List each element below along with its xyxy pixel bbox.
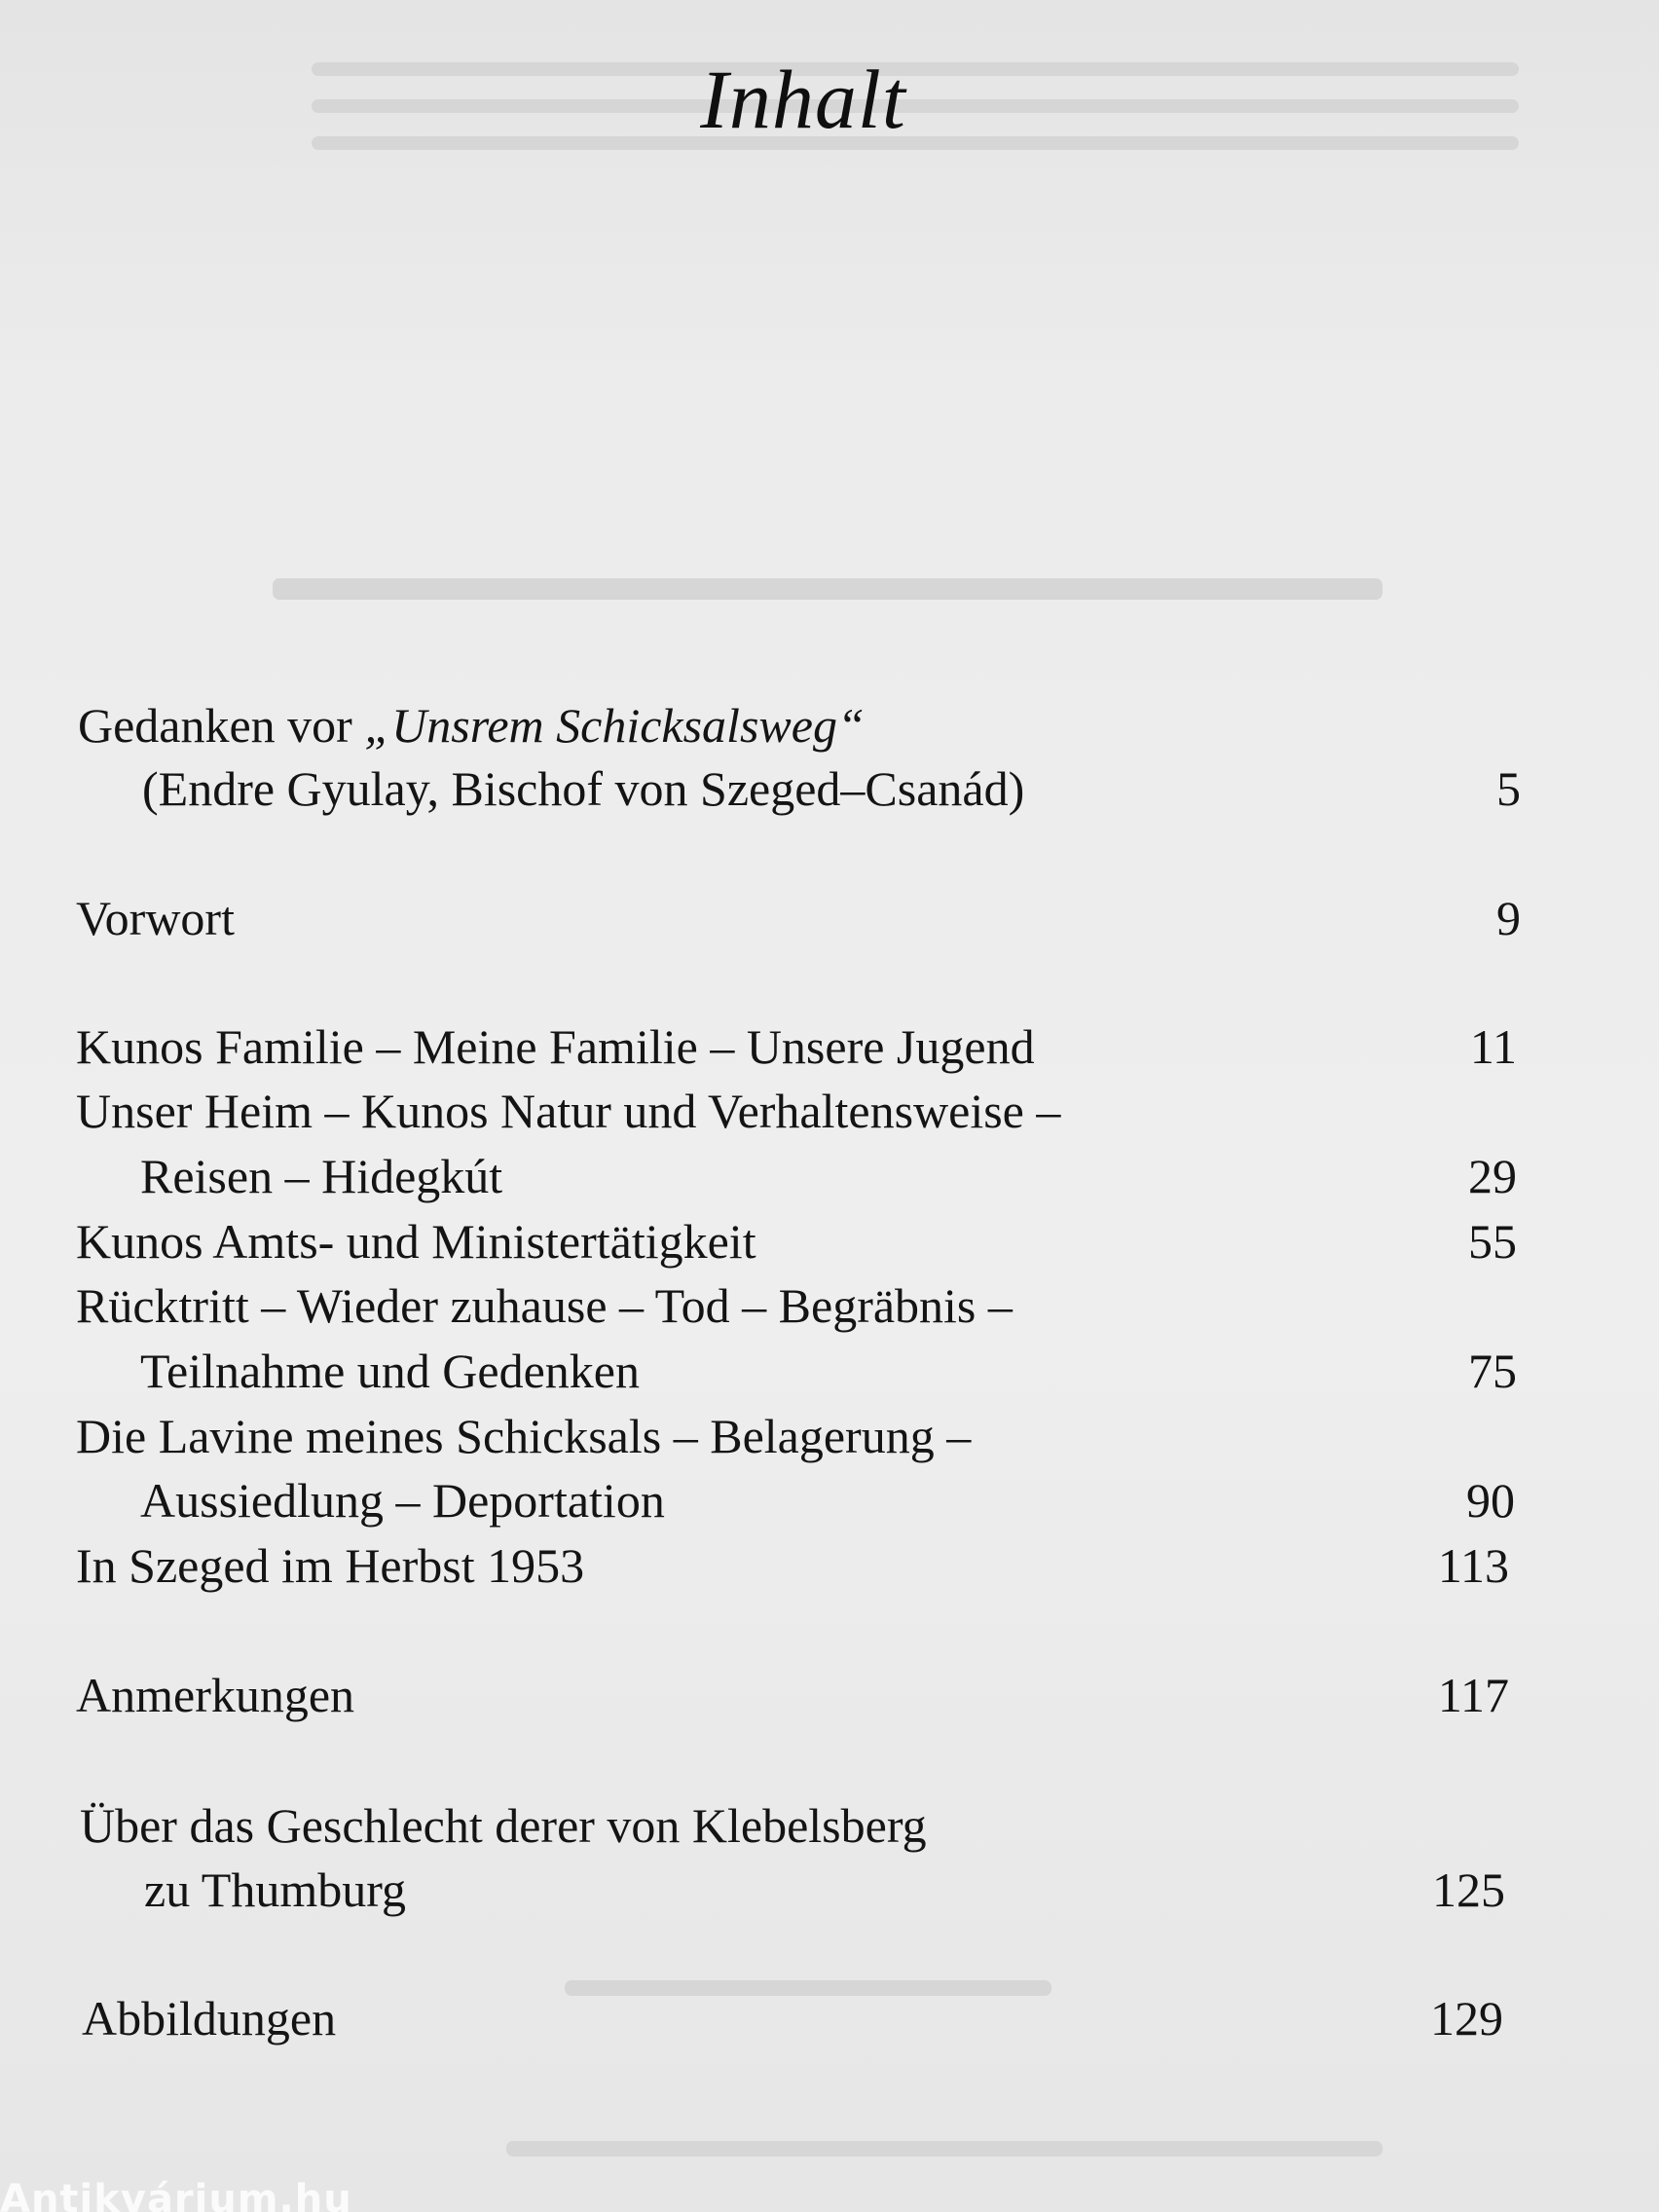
toc-entry-line: Über das Geschlecht derer von Klebelsberg xyxy=(80,1798,927,1853)
toc-page-number: 55 xyxy=(1468,1214,1517,1269)
toc-entry-line: Abbildungen xyxy=(82,1991,337,2046)
toc-entry-line: Kunos Amts- und Ministertätigkeit xyxy=(76,1214,756,1269)
toc-entry-line xyxy=(78,698,865,753)
toc-page-number: 125 xyxy=(1432,1862,1505,1917)
toc-page-number: 113 xyxy=(1437,1538,1509,1593)
toc-entry-line: zu Thumburg xyxy=(144,1862,406,1917)
toc-page-number: 29 xyxy=(1468,1149,1517,1203)
toc-entry-italic-title: „Unsrem Schicksalsweg“ xyxy=(364,698,865,753)
toc-entry-line: Die Lavine meines Schicksals – Belagerung – xyxy=(76,1409,972,1463)
toc-entry-line: Anmerkungen xyxy=(76,1668,355,1722)
toc-entry-line: Aussiedlung – Deportation xyxy=(140,1473,665,1528)
toc-page-number: 75 xyxy=(1468,1344,1517,1398)
toc-entry-line: Kunos Familie – Meine Familie – Unsere Jugend xyxy=(76,1019,1035,1074)
toc-entry-line: Unser Heim – Kunos Natur und Verhaltensweise – xyxy=(76,1084,1061,1138)
toc-entry-line: Teilnahme und Gedenken xyxy=(140,1344,640,1398)
toc-page-number: 117 xyxy=(1437,1668,1509,1722)
toc-entry-line: Rücktritt – Wieder zuhause – Tod – Begräbnis – xyxy=(76,1278,1013,1333)
page-title: Inhalt xyxy=(700,53,906,146)
toc-page-number: 90 xyxy=(1466,1473,1515,1528)
toc-page-number: 129 xyxy=(1430,1991,1503,2046)
watermark: Antikvárium.hu xyxy=(0,2177,352,2212)
toc-page-number: 5 xyxy=(1496,761,1521,816)
toc-page-number: 11 xyxy=(1469,1019,1517,1074)
toc-entry-line: In Szeged im Herbst 1953 xyxy=(76,1538,585,1593)
toc-entry-line: (Endre Gyulay, Bischof von Szeged–Csanád) xyxy=(142,761,1025,816)
toc-entry-line: Reisen – Hidegkút xyxy=(140,1149,503,1203)
toc-entry-text: Gedanken vor xyxy=(78,698,365,753)
toc-entry-line: Vorwort xyxy=(76,891,235,945)
toc-page-number: 9 xyxy=(1496,891,1521,945)
